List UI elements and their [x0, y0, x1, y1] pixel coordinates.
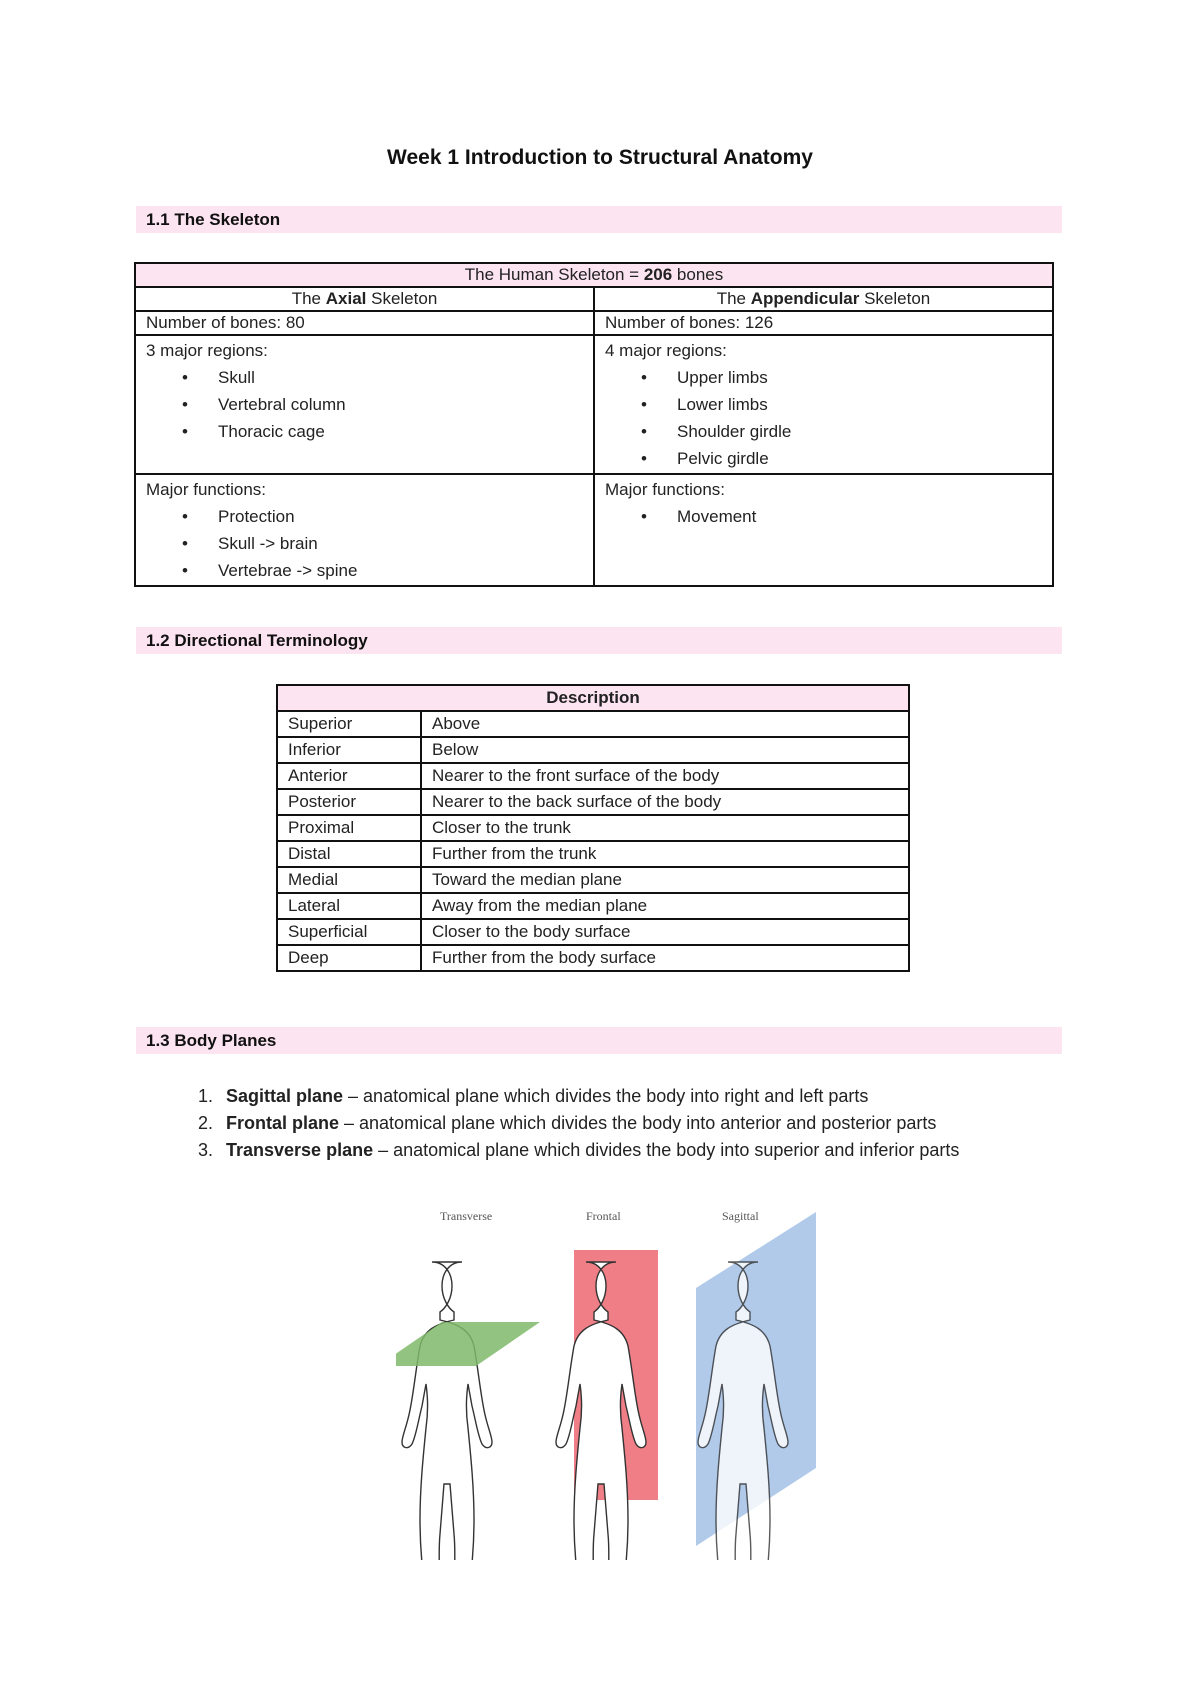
axial-regions-cell	[135, 335, 594, 474]
skeleton-table	[134, 262, 1054, 587]
term-cell: Posterior	[277, 789, 421, 815]
table-row	[277, 893, 909, 919]
list-item: • Skull -> brain	[198, 530, 583, 557]
term-cell: Distal	[277, 841, 421, 867]
figure-label-sagittal: Sagittal	[722, 1209, 759, 1223]
axial-bone-count: Number of bones: 80	[135, 311, 594, 335]
table-row	[277, 763, 909, 789]
axial-title: The Axial Skeleton	[135, 287, 594, 311]
list-item: • Vertebral column	[198, 391, 583, 418]
table-row	[277, 789, 909, 815]
appendicular-regions-cell	[594, 335, 1053, 474]
list-item: • Lower limbs	[657, 391, 1042, 418]
appendicular-regions-label: 4 major regions:	[605, 341, 727, 360]
appendicular-functions-list	[605, 503, 1042, 530]
section-heading-planes: 1.3 Body Planes	[136, 1027, 1062, 1054]
axial-functions-list	[146, 503, 583, 584]
description-cell: Nearer to the front surface of the body	[421, 763, 909, 789]
term-cell: Inferior	[277, 737, 421, 763]
figure-label-transverse: Transverse	[440, 1209, 493, 1223]
list-item: • Upper limbs	[657, 364, 1042, 391]
term-cell: Deep	[277, 945, 421, 971]
list-item: • Vertebrae -> spine	[198, 557, 583, 584]
body-planes-figure	[396, 1200, 856, 1560]
term-cell: Superior	[277, 711, 421, 737]
term-cell: Proximal	[277, 815, 421, 841]
term-cell: Anterior	[277, 763, 421, 789]
description-cell: Below	[421, 737, 909, 763]
directional-table-header: Description	[277, 685, 909, 711]
appendicular-functions-label: Major functions:	[605, 480, 725, 499]
table-row	[277, 919, 909, 945]
section-heading-directional: 1.2 Directional Terminology	[136, 627, 1062, 654]
list-item: • Pelvic girdle	[657, 445, 1042, 472]
list-item: 2. Frontal plane – anatomical plane which divides the body into anterior and posterior parts	[218, 1110, 1118, 1137]
transverse-plane	[396, 1322, 540, 1366]
sagittal-figure	[696, 1212, 816, 1560]
skeleton-table-header: The Human Skeleton = 206 bones	[135, 263, 1053, 287]
section-heading-skeleton: 1.1 The Skeleton	[136, 206, 1062, 233]
body-planes-list	[186, 1083, 1118, 1164]
list-item: • Shoulder girdle	[657, 418, 1042, 445]
table-row	[277, 711, 909, 737]
list-item: • Protection	[198, 503, 583, 530]
axial-regions-label: 3 major regions:	[146, 341, 268, 360]
appendicular-title: The Appendicular Skeleton	[594, 287, 1053, 311]
axial-functions-label: Major functions:	[146, 480, 266, 499]
term-cell: Lateral	[277, 893, 421, 919]
frontal-figure	[556, 1250, 658, 1560]
list-item: • Movement	[657, 503, 1042, 530]
list-item: • Thoracic cage	[198, 418, 583, 445]
description-cell: Closer to the body surface	[421, 919, 909, 945]
table-row	[277, 815, 909, 841]
appendicular-regions-list	[605, 364, 1042, 472]
table-row	[277, 867, 909, 893]
transverse-figure	[396, 1262, 540, 1560]
axial-functions-cell	[135, 474, 594, 586]
description-cell: Further from the body surface	[421, 945, 909, 971]
table-row	[277, 945, 909, 971]
description-cell: Further from the trunk	[421, 841, 909, 867]
description-cell: Toward the median plane	[421, 867, 909, 893]
table-row	[277, 841, 909, 867]
description-cell: Closer to the trunk	[421, 815, 909, 841]
figure-label-frontal: Frontal	[586, 1209, 621, 1223]
appendicular-functions-cell	[594, 474, 1053, 586]
list-item: • Skull	[198, 364, 583, 391]
directional-table	[276, 684, 910, 972]
appendicular-bone-count: Number of bones: 126	[594, 311, 1053, 335]
list-item: 1. Sagittal plane – anatomical plane which divides the body into right and left parts	[218, 1083, 1118, 1110]
axial-regions-list	[146, 364, 583, 445]
description-cell: Away from the median plane	[421, 893, 909, 919]
list-item: 3. Transverse plane – anatomical plane which divides the body into superior and inferior parts	[218, 1137, 1118, 1164]
term-cell: Medial	[277, 867, 421, 893]
body-silhouette	[402, 1262, 492, 1560]
term-cell: Superficial	[277, 919, 421, 945]
page-title: Week 1 Introduction to Structural Anatomy	[387, 146, 813, 169]
description-cell: Nearer to the back surface of the body	[421, 789, 909, 815]
table-row	[277, 737, 909, 763]
description-cell: Above	[421, 711, 909, 737]
